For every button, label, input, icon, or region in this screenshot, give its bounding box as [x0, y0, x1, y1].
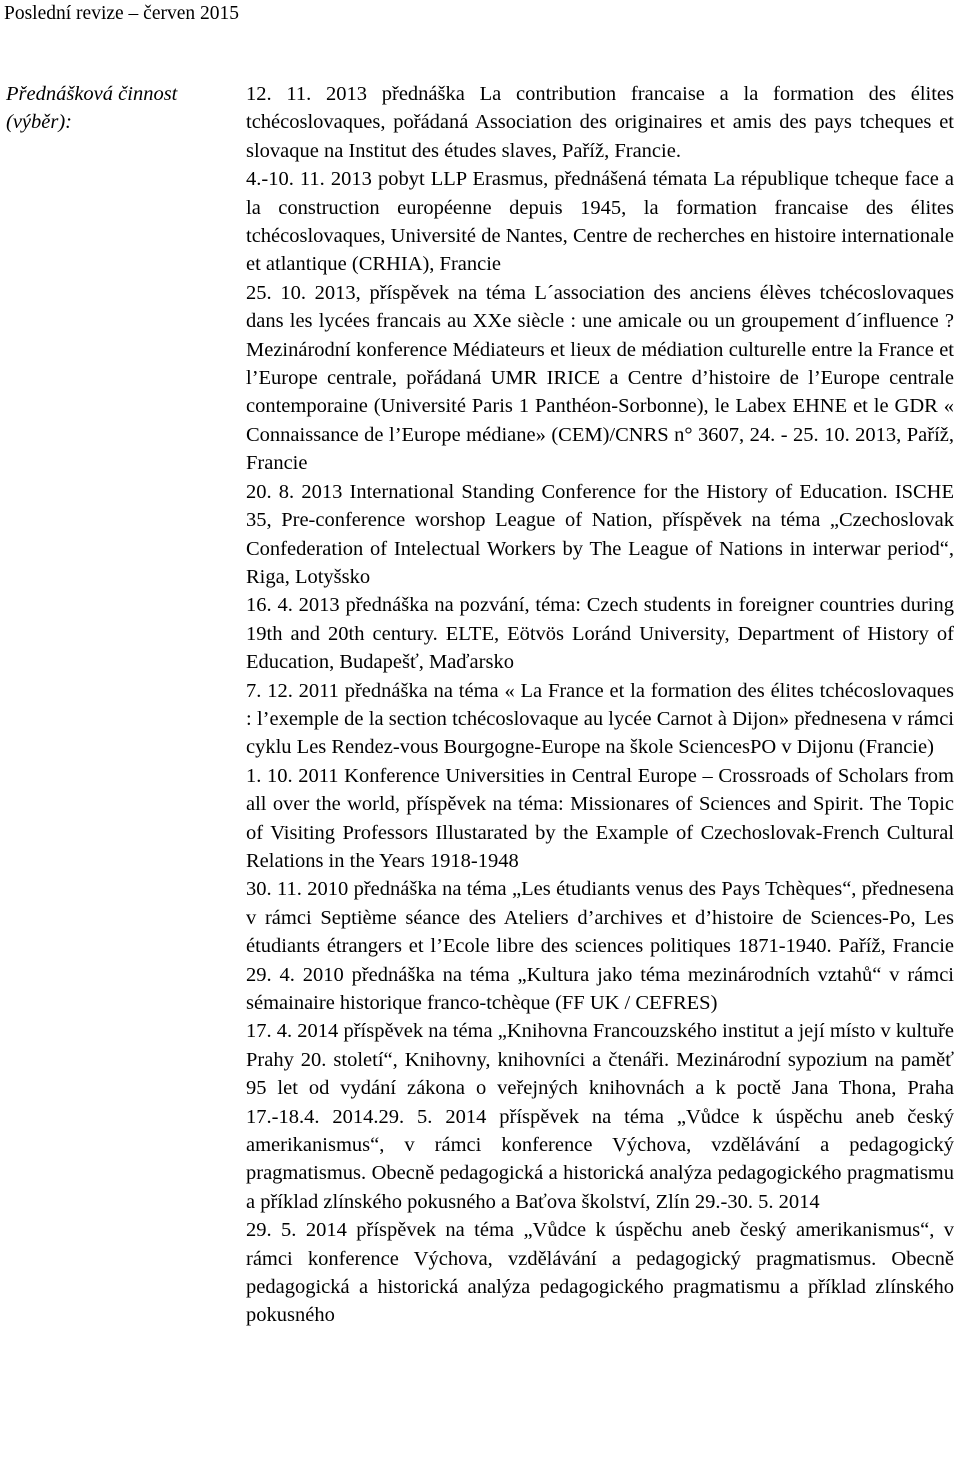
lecture-entry: 4.-10. 11. 2013 pobyt LLP Erasmus, přednášená témata La république tcheque face a la construction européenne depuis 1945, la formation francaise des élites tchécoslovaques, Université de Nantes, Centre de recherches en histoire internationale et atlantique (CRHIA), Francie [246, 168, 954, 276]
section-label: Přednášková činnost (výběr): [6, 83, 178, 134]
lecture-entry: 20. 8. 2013 International Standing Conference for the History of Education. ISCHE 35, Pre-conference worshop League of Nation, příspěvek na téma „Czechoslovak Confederation of Intelectual Workers by The League of Nations in interwar period“, Riga, Lotyšsko [246, 480, 954, 588]
lecture-entry: 1. 10. 2011 Konference Universities in Central Europe – Crossroads of Scholars from all over the world, příspěvek na téma: Missionares of Sciences and Spirit. The Topic of Visiting Professors Illustarated by the Example of Czechoslovak-French Cultural Relations in the Years 1918-1948 [246, 764, 954, 872]
lecture-list [246, 80, 954, 1330]
lecture-entry: 29. 5. 2014 příspěvek na téma „Vůdce k úspěchu aneb český amerikanismus“, v rámci konference Výchova, vzdělávání a pedagogický pragmatismus. Obecně pedagogická a historická analýza pedagogického pragmatismu a příklad zlínského pokusného [246, 1219, 954, 1327]
lecture-entry: 7. 12. 2011 přednáška na téma « La France et la formation des élites tchécoslovaques : l’exemple de la section tchécoslovaque au lycée Carnot à Dijon» přednesena v rámci cyklu Les Rendez-vous Bourgogne-Europe na škole SciencesPO v Dijonu (Francie) [246, 679, 954, 759]
lecture-entry: 25. 10. 2013, příspěvek na téma L´association des anciens élèves tchécoslovaques dans les lycées francais au XXe siècle : une amicale ou un groupement d´influence ? Mezinárodní konference Médiateurs et lieux de médiation culturelle entre la France et l’Europe centrale, pořádaná UMR IRICE a Centre d’histoire de l’Europe centrale contemporaine (Université Paris 1 Panthéon-Sorbonne), le Labex EHNE et le GDR « Connaissance de l’Europe médiane» (CEM)/CNRS n° 3607, 24. - 25. 10. 2013, Paříž, Francie [246, 281, 954, 475]
lecture-entry: 30. 11. 2010 přednáška na téma „Les étudiants venus des Pays Tchèques“, přednesena v rámci Septième séance des Ateliers d’archives et d’histoire de Sciences-Po, Les étudiants étrangers et l’Ecole libre des sciences politiques 1871-1940. Paříž, Francie 29. 4. 2010 přednáška na téma „Kultura jako téma mezinárodních vztahů“ v rámci sémainaire historique franco-tchèque (FF UK / CEFRES) [246, 878, 954, 1014]
lecture-entry: 17. 4. 2014 příspěvek na téma „Knihovna Francouzského institut a její místo v kultuře Prahy 20. století“, Knihovny, knihovníci a čtenáři. Mezinárodní sypozium na paměť 95 let od vydání zákona o veřejných knihovnách a k poctě Jana Thona, Praha 17.-18.4. 2014.29. 5. 2014 příspěvek na téma „Vůdce k úspěchu aneb český amerikanismus“, v rámci konference Výchova, vzdělávání a pedagogický pragmatismus. Obecně pedagogická a historická analýza pedagogického pragmatismu a příklad zlínského pokusného a Baťova školství, Zlín 29.-30. 5. 2014 [246, 1020, 954, 1213]
lecture-entry: 16. 4. 2013 přednáška na pozvání, téma: Czech students in foreigner countries during 19th and 20th century. ELTE, Eötvös Loránd University, Department of History of Education, Budapešť, Maďarsko [246, 594, 954, 674]
page-header: Poslední revize – červen 2015 [4, 3, 240, 24]
lecture-entry: 12. 11. 2013 přednáška La contribution francaise a la formation des élites tchécoslovaques, pořádaná Association des originaires et amis des pays tcheques et slovaque na Institut des études slaves, Paříž, Francie. [246, 83, 954, 162]
